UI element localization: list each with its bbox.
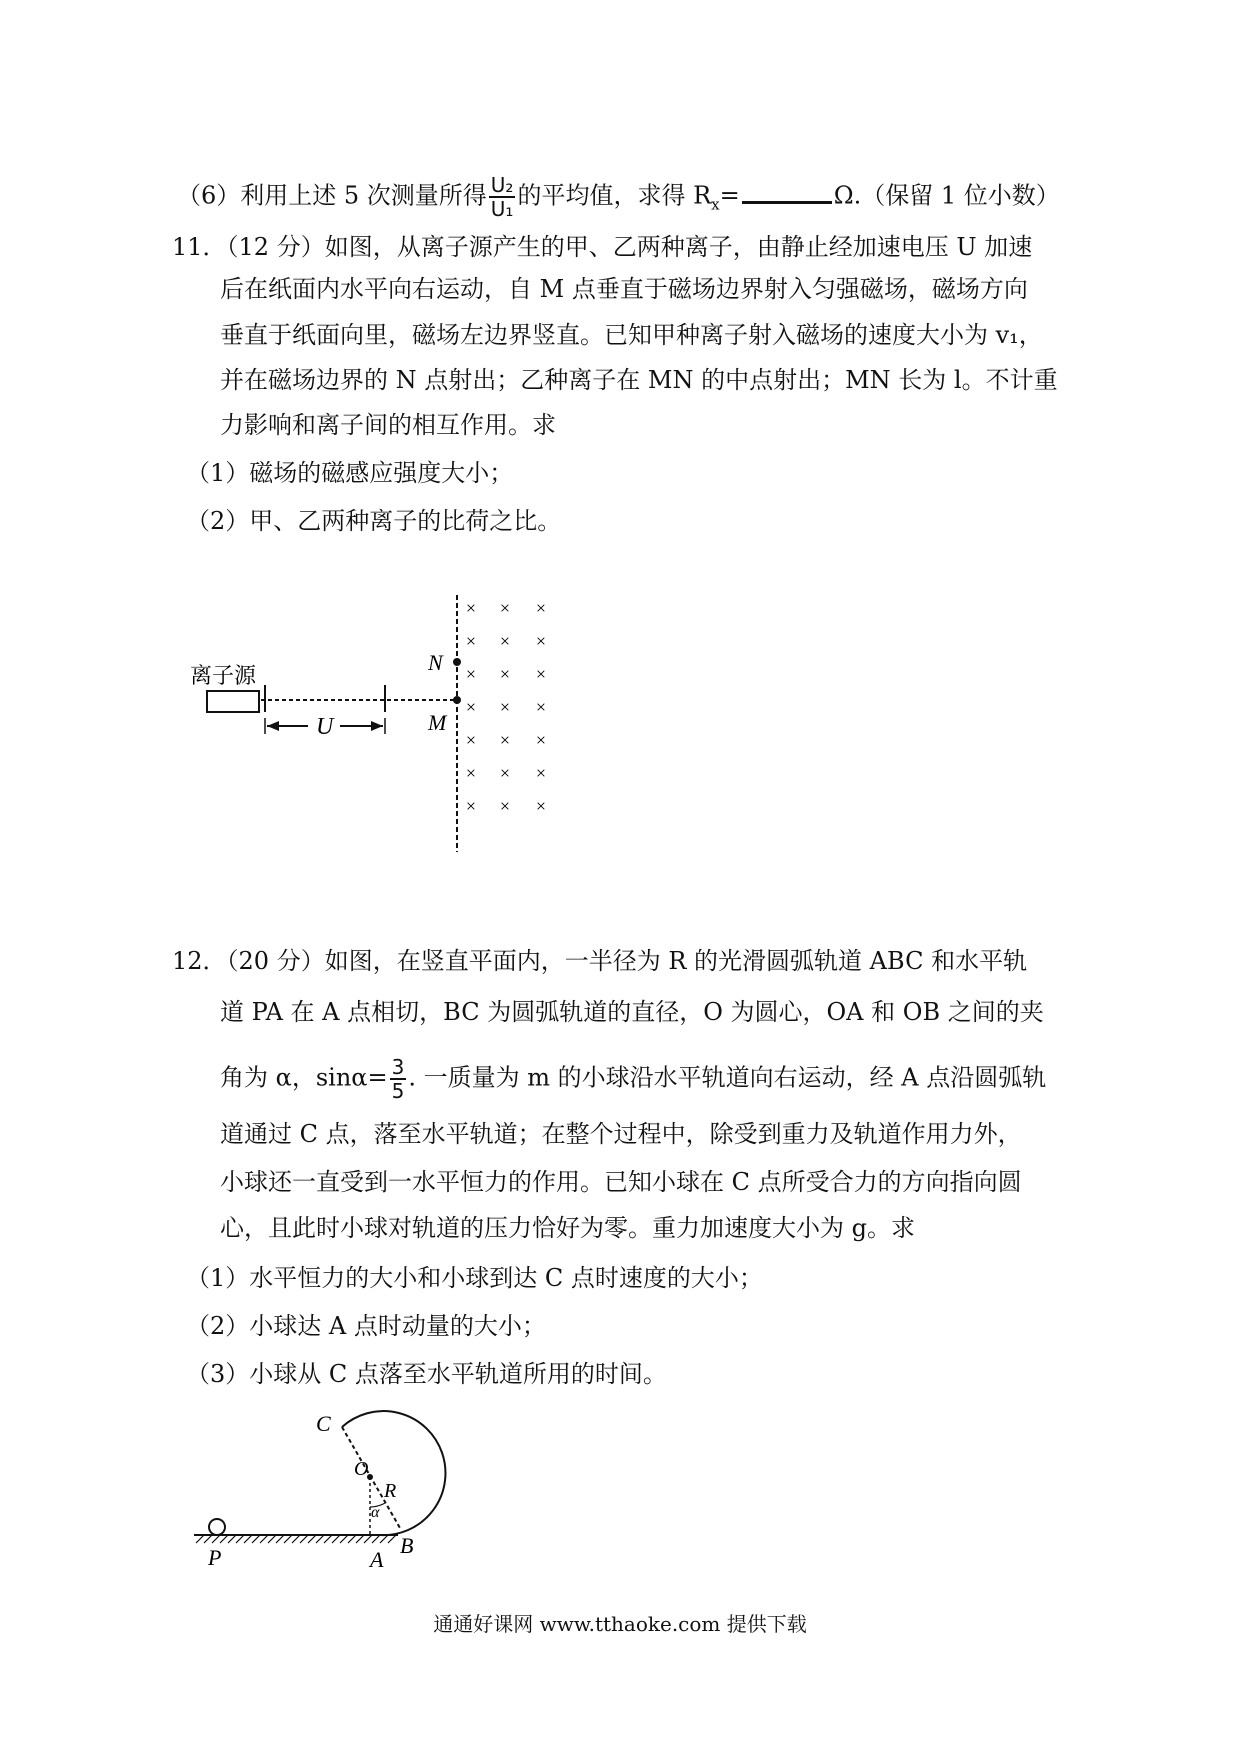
- q10-part6-prefix: （6）利用上述 5 次测量所得: [177, 181, 487, 210]
- point-n-label: N: [428, 650, 443, 675]
- cross-mark: ×: [465, 796, 477, 816]
- equals-sign: =: [719, 181, 740, 210]
- cross-mark: ×: [499, 598, 511, 618]
- point-o-label: O: [354, 1458, 369, 1480]
- q12-line-3-prefix: 角为 α，sinα=: [220, 1063, 388, 1092]
- cross-mark: ×: [499, 631, 511, 651]
- cross-mark: ×: [465, 631, 477, 651]
- cross-mark: ×: [535, 598, 547, 618]
- fraction-numerator: U₂: [490, 173, 514, 197]
- q11-line-4: 并在磁场边界的 N 点射出；乙种离子在 MN 的中点射出；MN 长为 l。不计重: [220, 366, 1058, 394]
- q12-line-3-suffix: . 一质量为 m 的小球沿水平轨道向右运动，经 A 点沿圆弧轨: [408, 1063, 1047, 1092]
- q12-line-2: 道 PA 在 A 点相切，BC 为圆弧轨道的直径，O 为圆心，OA 和 OB 之间的夹: [220, 998, 1044, 1026]
- u-arrow-right-head: [371, 721, 383, 731]
- ion-source-label: 离子源: [190, 663, 257, 688]
- q12-sub-2: （2）小球达 A 点时动量的大小；: [186, 1312, 546, 1340]
- q10-part6-line: [177, 174, 1060, 221]
- cross-mark: ×: [535, 697, 547, 717]
- q12-circular-track-figure: [190, 1405, 490, 1585]
- q11-line-3: 垂直于纸面向里，磁场左边界竖直。已知甲种离子射入磁场的速度大小为 v₁，: [220, 321, 1043, 349]
- cross-mark: ×: [535, 664, 547, 684]
- page-footer: 通通好课网 www.tthaoke.com 提供下载: [433, 1612, 807, 1636]
- cross-mark: ×: [499, 763, 511, 783]
- point-m-label: M: [428, 710, 447, 735]
- cross-mark: ×: [535, 796, 547, 816]
- q11-sub-1: （1）磁场的磁感应强度大小；: [186, 459, 514, 487]
- cross-mark: ×: [465, 664, 477, 684]
- q11-sub-2: （2）甲、乙两种离子的比荷之比。: [186, 507, 562, 535]
- cross-mark: ×: [535, 631, 547, 651]
- u-arrow-left-head: [267, 721, 279, 731]
- q10-part6-middle: 的平均值，求得 R: [517, 181, 712, 210]
- cross-mark: ×: [465, 697, 477, 717]
- cross-mark: ×: [535, 730, 547, 750]
- cross-mark: ×: [499, 664, 511, 684]
- q11-line-5: 力影响和离子间的相互作用。求: [220, 411, 556, 439]
- ion-source-box: [207, 691, 259, 712]
- fraction-denominator: U₁: [490, 197, 514, 221]
- field-crosses: [466, 598, 546, 816]
- cross-mark: ×: [465, 763, 477, 783]
- answer-blank: [742, 177, 832, 204]
- rx-subscript: x: [711, 195, 720, 214]
- cross-mark: ×: [465, 730, 477, 750]
- point-m-dot: [453, 696, 461, 704]
- q12-line-6: 心，且此时小球对轨道的压力恰好为零。重力加速度大小为 g。求: [220, 1214, 915, 1242]
- voltage-label-u: U: [316, 714, 334, 740]
- cross-mark: ×: [499, 730, 511, 750]
- q12-line-1: 12．（20 分）如图，在竖直平面内，一半径为 R 的光滑圆弧轨道 ABC 和水平轨: [172, 947, 1028, 975]
- u2-over-u1-fraction: [489, 174, 516, 220]
- q12-sub-3: （3）小球从 C 点落至水平轨道所用的时间。: [186, 1360, 667, 1388]
- fraction-numerator: 3: [391, 1055, 405, 1079]
- point-a-label: A: [370, 1547, 384, 1572]
- q11-magnetic-field-figure: [185, 590, 585, 860]
- point-n-dot: [453, 658, 461, 666]
- angle-alpha-label: α: [371, 1504, 380, 1521]
- q11-line-2: 后在纸面内水平向右运动，自 M 点垂直于磁场边界射入匀强磁场，磁场方向: [220, 275, 1028, 303]
- cross-mark: ×: [499, 796, 511, 816]
- three-fifths-fraction: [390, 1056, 407, 1102]
- q12-line-5: 小球还一直受到一水平恒力的作用。已知小球在 C 点所受合力的方向指向圆: [220, 1168, 1022, 1196]
- cross-mark: ×: [535, 763, 547, 783]
- q12-line-4: 道通过 C 点，落至水平轨道；在整个过程中，除受到重力及轨道作用力外，: [220, 1120, 1022, 1148]
- ground-hatching: [196, 1535, 396, 1543]
- q12-sub-1: （1）水平恒力的大小和小球到达 C 点时速度的大小；: [186, 1264, 763, 1292]
- ball: [209, 1519, 225, 1535]
- point-b-label: B: [400, 1533, 414, 1558]
- cross-mark: ×: [499, 697, 511, 717]
- point-p-label: P: [208, 1545, 222, 1570]
- q10-part6-suffix: Ω.（保留 1 位小数）: [833, 181, 1060, 210]
- cross-mark: ×: [465, 598, 477, 618]
- q11-line-1: 11．（12 分）如图，从离子源产生的甲、乙两种离子，由静止经加速电压 U 加速: [172, 233, 1033, 261]
- q12-line-3: [220, 1056, 1046, 1102]
- fraction-denominator: 5: [391, 1079, 405, 1103]
- radius-r-label: R: [384, 1480, 397, 1502]
- point-c-label: C: [316, 1411, 331, 1436]
